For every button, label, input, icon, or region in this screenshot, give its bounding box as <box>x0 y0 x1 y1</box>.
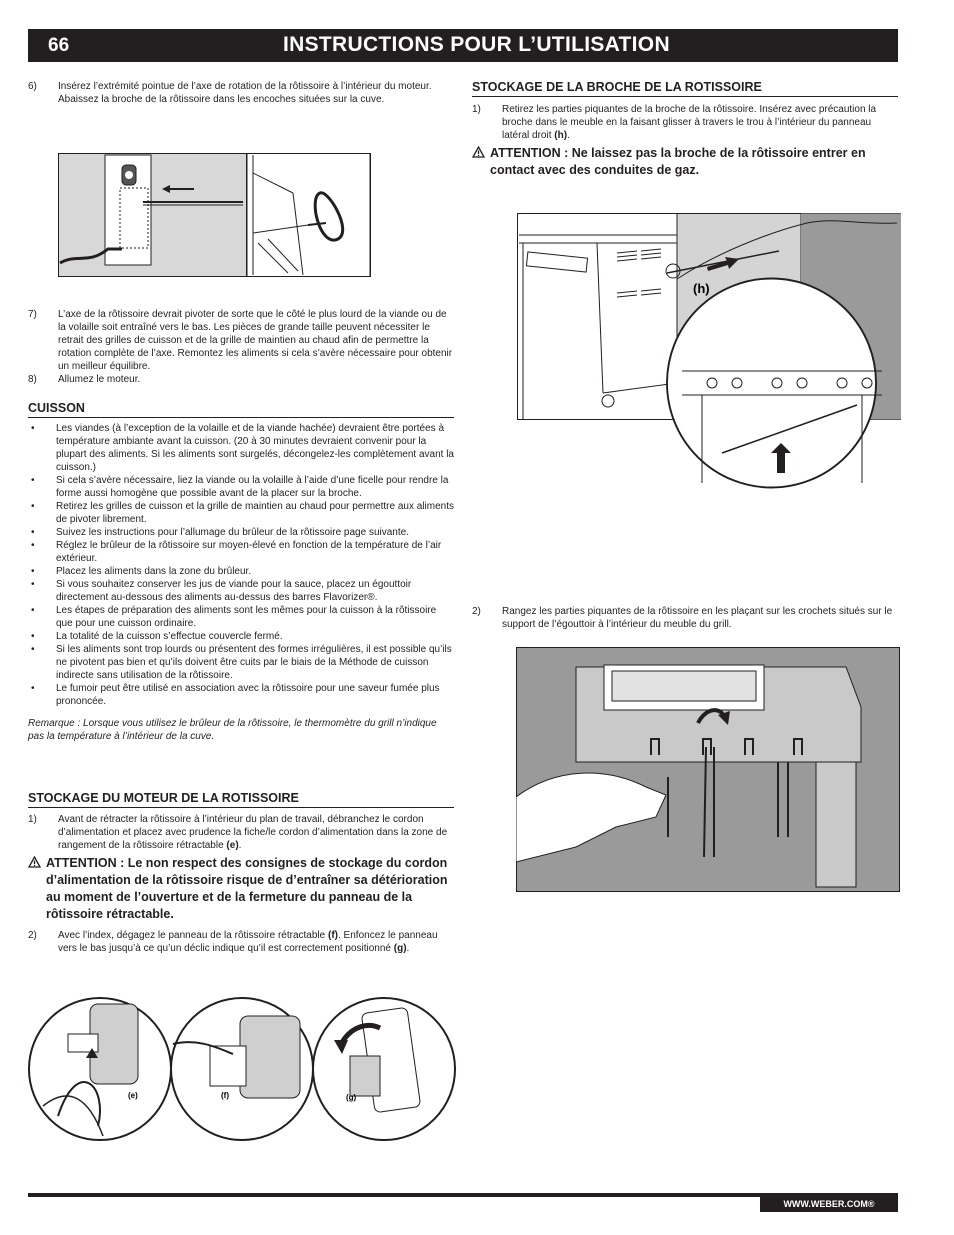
step-6: 6) Insérez l’extrémité pointue de l’axe de rotation de la rôtissoire à l’intérieur du moteur. Abaissez la broche de la rôtissoire dans les encoches situées sur la cuve. <box>28 81 432 105</box>
fig-label-g: (g) <box>346 1093 357 1102</box>
cuisson-bullet: • Réglez le brûleur de la rôtissoire sur moyen-élevé en fonction de la température de l’air extérieur. <box>31 540 442 564</box>
cuisson-bullet: • Si cela s’avère nécessaire, liez la viande ou la volaille à l’aide d’une ficelle pour rendre la forme aussi homogène que possible avant de la placer sur la broche. <box>31 475 449 499</box>
broche-step-1: 1) Retirez les parties piquantes de la broche de la rôtissoire. Insérez avec précaution la broche dans le meuble en la faisant glisser à travers le trou à l’intérieur du panneau latéral droit (h). <box>472 104 877 141</box>
rotisserie-motor-figure <box>58 153 371 277</box>
left-column-steps <box>28 308 454 955</box>
step-8: 8) Allumez le moteur. <box>28 374 141 385</box>
moteur-step-2: 2) Avec l’index, dégagez le panneau de la rôtissoire rétractable (f). Enfoncez le panneau vers le bas jusqu’à ce qu’un déclic indique qu’il est correctement positionné (g). <box>28 930 438 954</box>
fig-label-h: (h) <box>693 281 710 296</box>
cuisson-bullet: • Retirez les grilles de cuisson et la grille de maintien au chaud pour permettre aux aliments de pivoter librement. <box>31 501 454 525</box>
footer-url: WWW.WEBER.COM® <box>760 1196 898 1212</box>
moteur-section-title: STOCKAGE DU MOTEUR DE LA ROTISSOIRE <box>28 791 454 808</box>
bullet-mark: • <box>31 423 35 434</box>
page-header <box>28 29 898 62</box>
warning-icon <box>28 856 41 868</box>
cuisson-bullet: • Les viandes (à l’exception de la volaille et de la viande hachée) devraient être portées à température ambiante avant la cuisson. (20 à 30 minutes devraient convenir pour la plupart des aliments. Si les aliments sont surgelés, décongelez-les complètement avant la cuisson.) <box>31 423 454 473</box>
cuisson-bullet-list <box>28 422 454 708</box>
bullet-mark: • <box>31 540 35 551</box>
page-title: INSTRUCTIONS POUR L’UTILISATION <box>283 33 670 56</box>
moteur-step-1: 1) Avant de rétracter la rôtissoire à l’intérieur du plan de travail, débranchez le cordon d’alimentation et placez avec prudence la fiche/le cordon d’alimentation dans la zone de rangement de la rôtissoire rétractable (e). <box>28 814 448 851</box>
fig-label-f: (f) <box>221 1091 229 1100</box>
cuisson-bullet: • Si vous souhaitez conserver les jus de viande pour la sauce, placez un égouttoir directement au-dessous des aliments au-dessus des barres Flavorizer®. <box>31 579 412 603</box>
cuisson-bullet: • Suivez les instructions pour l’allumage du brûleur de la rôtissoire page suivante. <box>31 527 409 538</box>
moteur-warning: ATTENTION : Le non respect des consignes de stockage du cordon d’alimentation de la rôtissoire risque de d’entraîner sa détérioration au moment de l’ouverture et de la fermeture du panneau de la rôtissoire rétractable. <box>28 855 454 923</box>
fig-label-e: (e) <box>128 1091 138 1100</box>
bullet-mark: • <box>31 527 35 538</box>
broche-warning: ATTENTION : Ne laissez pas la broche de la rôtissoire entrer en contact avec des conduites de gaz. <box>472 145 898 179</box>
bullet-mark: • <box>31 683 35 694</box>
cuisson-bullet: • Les étapes de préparation des aliments sont les mêmes pour la cuisson à la rôtissoire que pour une cuisson ordinaire. <box>31 605 437 629</box>
cuisson-section-title: CUISSON <box>28 401 454 418</box>
bullet-mark: • <box>31 579 35 590</box>
bullet-mark: • <box>31 631 35 642</box>
spit-storage-figure <box>517 213 901 495</box>
right-column-step-2 <box>472 605 898 631</box>
left-column <box>28 80 454 106</box>
bullet-mark: • <box>31 566 35 577</box>
cuisson-remark: Remarque : Lorsque vous utilisez le brûleur de la rôtissoire, le thermomètre du grill n’indique pas la température à l’intérieur de la cuve. <box>28 718 437 742</box>
cuisson-bullet: • Placez les aliments dans la zone du brûleur. <box>31 566 252 577</box>
bullet-mark: • <box>31 644 35 655</box>
bullet-mark: • <box>31 501 35 512</box>
spit-forks-figure <box>516 647 900 892</box>
bullet-mark: • <box>31 605 35 616</box>
broche-section-title: STOCKAGE DE LA BROCHE DE LA ROTISSOIRE <box>472 80 898 97</box>
broche-step-2: 2) Rangez les parties piquantes de la rôtissoire en les plaçant sur les crochets situés sur le support de l’égouttoir à l’intérieur du meuble du grill. <box>472 606 893 630</box>
step-7: 7) L’axe de la rôtissoire devrait pivoter de sorte que le côté le plus lourd de la viande ou de la volaille soit entraîné vers le bas. Les pièces de grande taille peuvent nécessiter le retrait des grilles de cuisson et de la grille de maintien au chaud afin de permettre la rotation complète de l’axe. Remontez les aliments si cela s’avère nécessaire pour obtenir un meilleur équilibre. <box>28 309 453 372</box>
warning-icon <box>472 146 485 158</box>
cuisson-bullet: • Si les aliments sont trop lourds ou présentent des formes irrégulières, il est possible qu’ils ne pivotent pas bien et qu’ils doivent être cuits par le biais de la Méthode de cuisson indirecte sans utilisation de la rôtissoire. <box>31 644 452 681</box>
cuisson-bullet: • La totalité de la cuisson s’effectue couvercle fermé. <box>31 631 283 642</box>
page-number: 66 <box>48 35 70 56</box>
cuisson-bullet: • Le fumoir peut être utilisé en association avec la rôtissoire pour une saveur fumée plus prononcée. <box>31 683 440 707</box>
bullet-mark: • <box>31 475 35 486</box>
cord-storage-figure <box>28 996 458 1144</box>
right-column <box>472 80 898 179</box>
